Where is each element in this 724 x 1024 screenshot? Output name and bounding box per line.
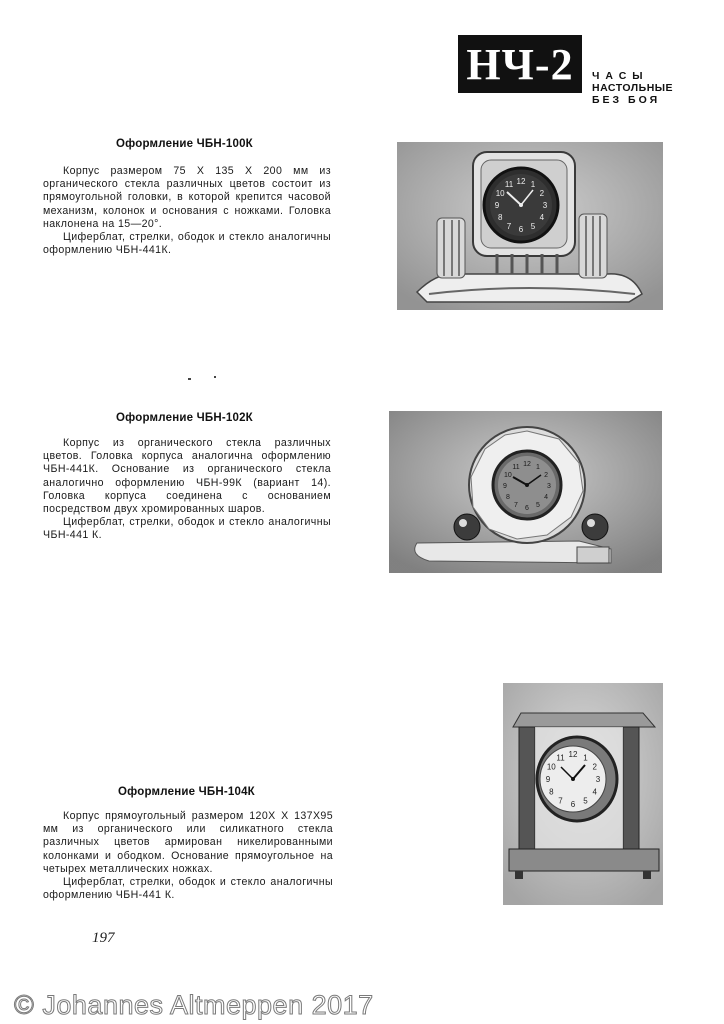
clock-numeral: 6 bbox=[570, 800, 576, 809]
photo-clock-chbn-102k bbox=[389, 411, 662, 573]
catalog-code-badge bbox=[458, 35, 582, 93]
clock-numeral: 5 bbox=[536, 502, 540, 510]
clock-numeral: 6 bbox=[518, 225, 524, 234]
clock-numeral: 12 bbox=[568, 750, 578, 759]
clock-numeral: 12 bbox=[523, 461, 531, 468]
clock-numeral: 2 bbox=[592, 762, 597, 772]
clock-numeral: 5 bbox=[583, 796, 588, 806]
paragraph: Циферблат, стрелки, ободок и стекло аналогичны ЧБН-441 К. bbox=[43, 516, 331, 542]
section-text-chbn-102k bbox=[43, 437, 331, 543]
clock-numeral: 9 bbox=[545, 775, 551, 784]
clock-numeral: 4 bbox=[544, 494, 549, 501]
print-speck bbox=[214, 376, 216, 378]
catalog-code: НЧ-2 bbox=[466, 39, 574, 89]
clock-numeral: 8 bbox=[505, 494, 510, 501]
clock-numeral: 11 bbox=[556, 753, 565, 763]
clock-numeral: 7 bbox=[558, 796, 563, 806]
clock-numeral: 1 bbox=[530, 180, 536, 190]
paragraph: Циферблат, стрелки, ободок и стекло аналогичны оформлению ЧБН-441 К. bbox=[43, 876, 333, 902]
section-title-chbn-100k: Оформление ЧБН-100К bbox=[116, 138, 253, 150]
print-speck bbox=[188, 378, 191, 380]
section-title-chbn-102k: Оформление ЧБН-102К bbox=[116, 412, 253, 424]
clock-numeral: 8 bbox=[549, 787, 554, 797]
category-line-1: ЧАСЫ bbox=[592, 70, 649, 82]
clock-numeral: 12 bbox=[516, 177, 526, 186]
clock-numeral: 11 bbox=[512, 463, 520, 471]
clock-numeral: 1 bbox=[536, 463, 540, 471]
clock-numeral: 5 bbox=[530, 221, 536, 231]
clock-numeral: 3 bbox=[595, 775, 601, 784]
paragraph: Корпус размером 75 Х 135 Х 200 мм из органического стекла различных цветов состоит из прямоугольной головки, в которой крепится часовой механизм, колонок и основания с ножками. Головка наклонена на 15—20°. bbox=[43, 165, 331, 230]
clock-numeral: 2 bbox=[539, 189, 545, 198]
clock-numeral: 4 bbox=[592, 787, 597, 797]
clock-numeral: 7 bbox=[506, 221, 512, 231]
clock-numeral: 4 bbox=[539, 213, 545, 222]
photo-clock-chbn-100k bbox=[397, 142, 663, 310]
clock-numeral: 9 bbox=[503, 483, 507, 490]
clock-numeral: 10 bbox=[504, 472, 512, 479]
paragraph: Циферблат, стрелки, ободок и стекло аналогичны оформлению ЧБН-441К. bbox=[43, 231, 331, 257]
clock-numeral: 9 bbox=[494, 201, 500, 210]
section-title-chbn-104k: Оформление ЧБН-104К bbox=[118, 786, 255, 798]
section-text-chbn-100k bbox=[43, 165, 331, 257]
clock-numeral: 2 bbox=[544, 472, 549, 479]
clock-numeral: 10 bbox=[495, 189, 505, 198]
clock-numeral: 10 bbox=[546, 762, 556, 772]
paragraph: Корпус прямоугольный размером 120Х Х 137Х95 мм из органического или силикатного стекла различных цветов армирован никелированными колонками и ободком. Основание прямоугольное на четырех металлических ножках. bbox=[43, 810, 333, 875]
clock-numeral: 6 bbox=[525, 505, 529, 512]
clock-numeral: 3 bbox=[547, 483, 551, 490]
category-heading bbox=[592, 70, 702, 106]
category-line-3: БЕЗ БОЯ bbox=[592, 94, 661, 106]
clock-numeral: 3 bbox=[542, 201, 548, 210]
copyright-watermark: © Johannes Altmeppen 2017 bbox=[14, 990, 374, 1020]
clock-numeral: 1 bbox=[583, 753, 588, 763]
paragraph: Корпус из органического стекла различных цветов. Головка корпуса аналогична оформлению ЧБН-441К. Основание из органического стекла аналогично оформлению ЧБН-99К (вариант 14). Головка корпуса соединена с основанием посредством двух хромированных шаров. bbox=[43, 437, 331, 516]
section-text-chbn-104k bbox=[43, 810, 333, 902]
photo-clock-chbn-104k bbox=[503, 683, 663, 905]
page-number: 197 bbox=[92, 930, 115, 946]
clock-numeral: 7 bbox=[514, 502, 518, 510]
category-line-2: НАСТОЛЬНЫЕ bbox=[592, 82, 674, 94]
clock-numeral: 8 bbox=[497, 213, 503, 222]
clock-numeral: 11 bbox=[504, 180, 514, 190]
